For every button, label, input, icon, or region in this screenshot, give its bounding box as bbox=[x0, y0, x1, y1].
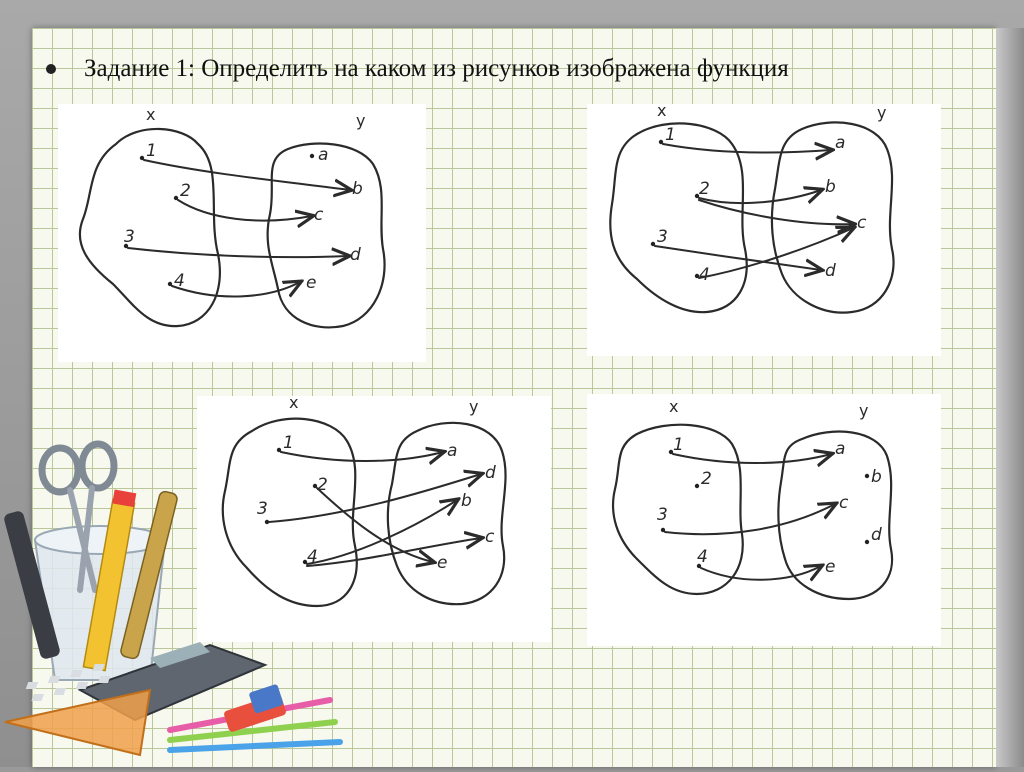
domain-label: 3 bbox=[124, 227, 135, 247]
domain-label: 3 bbox=[257, 499, 268, 519]
set-y-outline bbox=[772, 122, 894, 312]
codomain-label: d bbox=[825, 261, 836, 281]
diagram-1 bbox=[58, 104, 426, 362]
task-heading bbox=[44, 52, 944, 86]
domain-label: 4 bbox=[697, 547, 708, 567]
codomain-label: e bbox=[825, 557, 836, 577]
mapping-arrow bbox=[701, 566, 821, 580]
codomain-label: b bbox=[825, 177, 836, 197]
y-header: y bbox=[877, 104, 887, 122]
x-header: x bbox=[289, 396, 299, 412]
school-supplies-illustration bbox=[0, 430, 380, 767]
paper-edge bbox=[996, 28, 1024, 767]
mapping-arrow bbox=[178, 200, 312, 221]
y-header: y bbox=[356, 111, 366, 130]
supplies-svg bbox=[0, 430, 380, 767]
mapping-arrow bbox=[655, 246, 821, 270]
codomain-label: e bbox=[306, 273, 317, 293]
domain-label: 3 bbox=[657, 505, 668, 525]
codomain-label: d bbox=[350, 245, 361, 265]
domain-label: 2 bbox=[699, 179, 710, 199]
triangle-ruler-icon bbox=[5, 690, 150, 755]
codomain-label: c bbox=[857, 213, 867, 233]
scissors-icon bbox=[42, 448, 78, 492]
domain-label: 2 bbox=[701, 469, 712, 489]
codomain-label: a bbox=[318, 145, 329, 165]
y-header: y bbox=[859, 401, 869, 420]
codomain-label: d bbox=[871, 525, 882, 545]
x-header: x bbox=[657, 104, 667, 120]
codomain-label: a bbox=[835, 439, 846, 459]
set-y-outline bbox=[268, 144, 385, 328]
codomain-label: d bbox=[485, 463, 496, 483]
mapping-arrow bbox=[172, 282, 300, 297]
domain-label: 1 bbox=[283, 433, 294, 453]
diagram-2-svg bbox=[587, 104, 941, 356]
domain-label: 1 bbox=[146, 141, 157, 161]
mapping-arrow bbox=[663, 144, 831, 152]
mapping-arrow bbox=[699, 200, 853, 224]
domain-label: 4 bbox=[699, 265, 710, 285]
diagram-1-svg bbox=[58, 104, 426, 362]
codomain-label: c bbox=[314, 205, 324, 225]
x-header: x bbox=[669, 397, 679, 416]
diagram-4 bbox=[587, 394, 941, 646]
codomain-label: c bbox=[485, 527, 495, 547]
bullet-icon bbox=[46, 64, 56, 74]
codomain-label: c bbox=[839, 493, 849, 513]
diagram-2 bbox=[587, 104, 941, 356]
codomain-label: b bbox=[352, 179, 363, 199]
domain-label: 3 bbox=[657, 227, 668, 247]
mapping-arrow bbox=[673, 454, 831, 463]
codomain-label: a bbox=[835, 133, 846, 153]
y-header: y bbox=[469, 397, 479, 416]
domain-label: 1 bbox=[665, 125, 676, 145]
domain-label: 2 bbox=[180, 181, 191, 201]
domain-label: 4 bbox=[174, 271, 185, 291]
codomain-label: b bbox=[871, 467, 882, 487]
task-title: Задание 1: Определить на каком из рисунков изображена функция bbox=[84, 55, 789, 82]
x-header: x bbox=[146, 105, 156, 124]
mapping-arrow bbox=[128, 248, 348, 257]
domain-label: 2 bbox=[317, 475, 328, 495]
codomain-label: b bbox=[461, 491, 472, 511]
diagram-4-svg bbox=[587, 394, 941, 646]
codomain-label: a bbox=[447, 441, 458, 461]
mapping-arrow bbox=[665, 504, 835, 534]
codomain-label: e bbox=[437, 553, 448, 573]
mapping-arrow bbox=[699, 190, 821, 203]
domain-label: 4 bbox=[307, 547, 318, 567]
domain-label: 1 bbox=[673, 435, 684, 455]
